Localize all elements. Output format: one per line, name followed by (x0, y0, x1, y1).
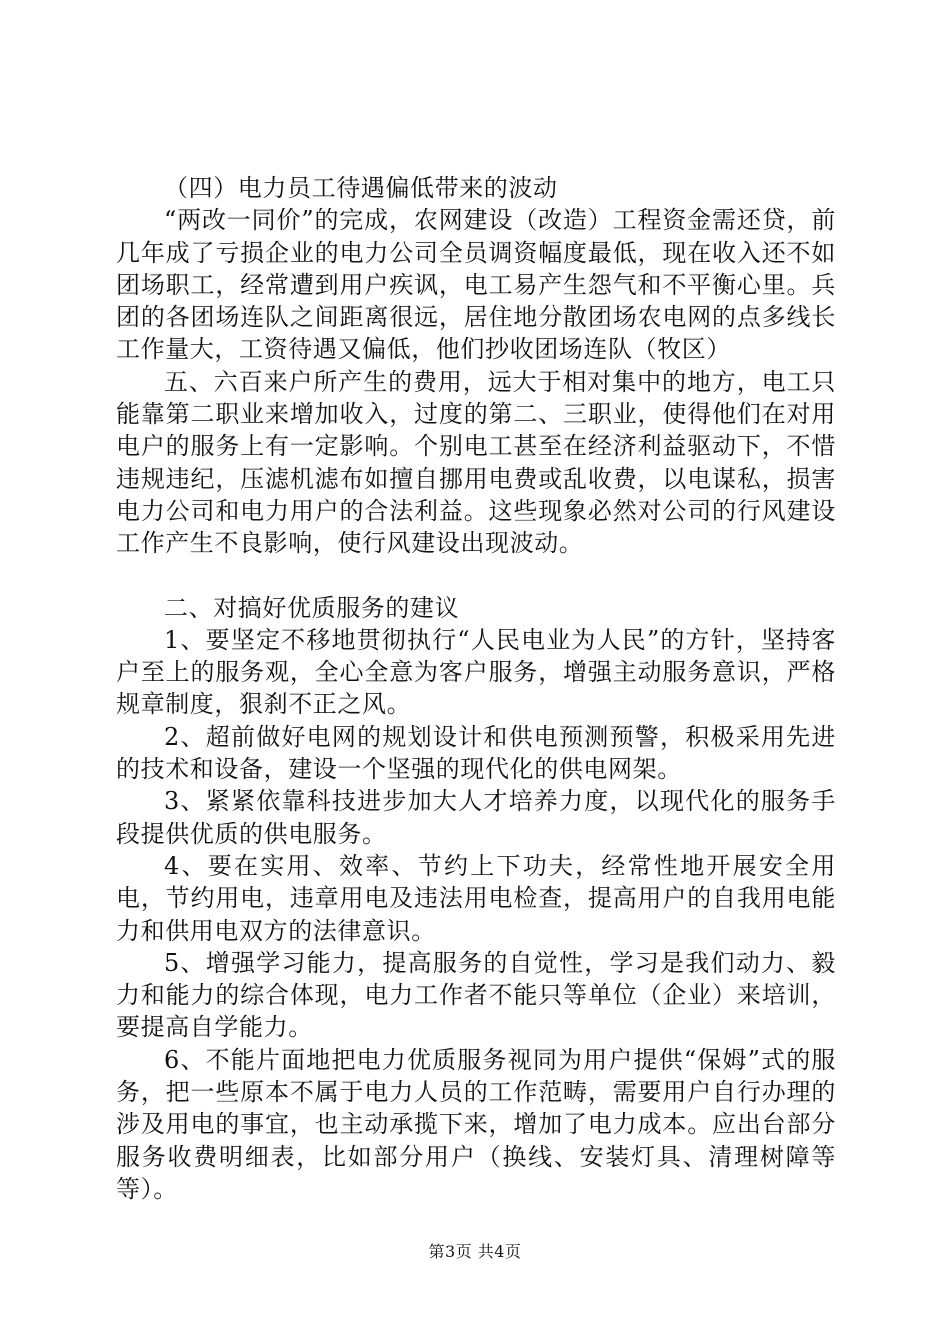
list-item: 6、不能片面地把电力优质服务视同为用户提供“保姆”式的服务，把一些原本不属于电力人员的工作范畴，需要用户自行办理的涉及用电的事宜，也主动承揽下来，增加了电力成本。应出台部分服务收费明细表，比如部分用户（换线、安装灯具、清理树障等等）。 (116, 1045, 836, 1203)
body-paragraph: “两改一同价”的完成，农网建设（改造）工程资金需还贷，前几年成了亏损企业的电力公司全员调资幅度最低，现在收入还不如团场职工，经常遭到用户疾讽，电工易产生怨气和不平衡心里。兵团的各团场连队之间距离很远，居住地分散团场农电网的点多线长工作量大，工资待遇又偏低，他们抄收团场连队（牧区） (116, 206, 836, 364)
list-item: 1、要坚定不移地贯彻执行“人民电业为人民”的方针，坚持客户至上的服务观，全心全意为客户服务，增强主动服务意识，严格规章制度，狠刹不正之风。 (116, 625, 836, 719)
document-body (116, 172, 836, 1205)
section-heading-suggestions: 二、对搞好优质服务的建议 (164, 593, 460, 622)
list-item: 4、要在实用、效率、节约上下功夫，经常性地开展安全用电，节约用电，违章用电及违法用电检查，提高用户的自我用电能力和供用电双方的法律意识。 (116, 851, 836, 945)
list-item: 3、紧紧依靠科技进步加大人才培养力度，以现代化的服务手段提供优质的供电服务。 (116, 787, 836, 848)
body-paragraph: 五、六百来户所产生的费用，远大于相对集中的地方，电工只能靠第二职业来增加收入，过度的第二、三职业，使得他们在对用电户的服务上有一定影响。个别电工甚至在经济利益驱动下，不惜违规违纪，压滤机滤布如擅自挪用电费或乱收费，以电谋私，损害电力公司和电力用户的合法利益。这些现象必然对公司的行风建设工作产生不良影响，使行风建设出现波动。 (116, 367, 836, 558)
section-heading-four: （四）电力员工待遇偏低带来的波动 (164, 174, 558, 202)
list-item: 2、超前做好电网的规划设计和供电预测预警，积极采用先进的技术和设备，建设一个坚强的现代化的供电网架。 (116, 722, 836, 784)
page-footer: 第3页 共4页 (428, 1242, 522, 1261)
blank-line (116, 560, 836, 592)
list-item: 5、增强学习能力，提高服务的自觉性，学习是我们动力、毅力和能力的综合体现，电力工作者不能只等单位（企业）来培训，要提高自学能力。 (116, 948, 836, 1042)
